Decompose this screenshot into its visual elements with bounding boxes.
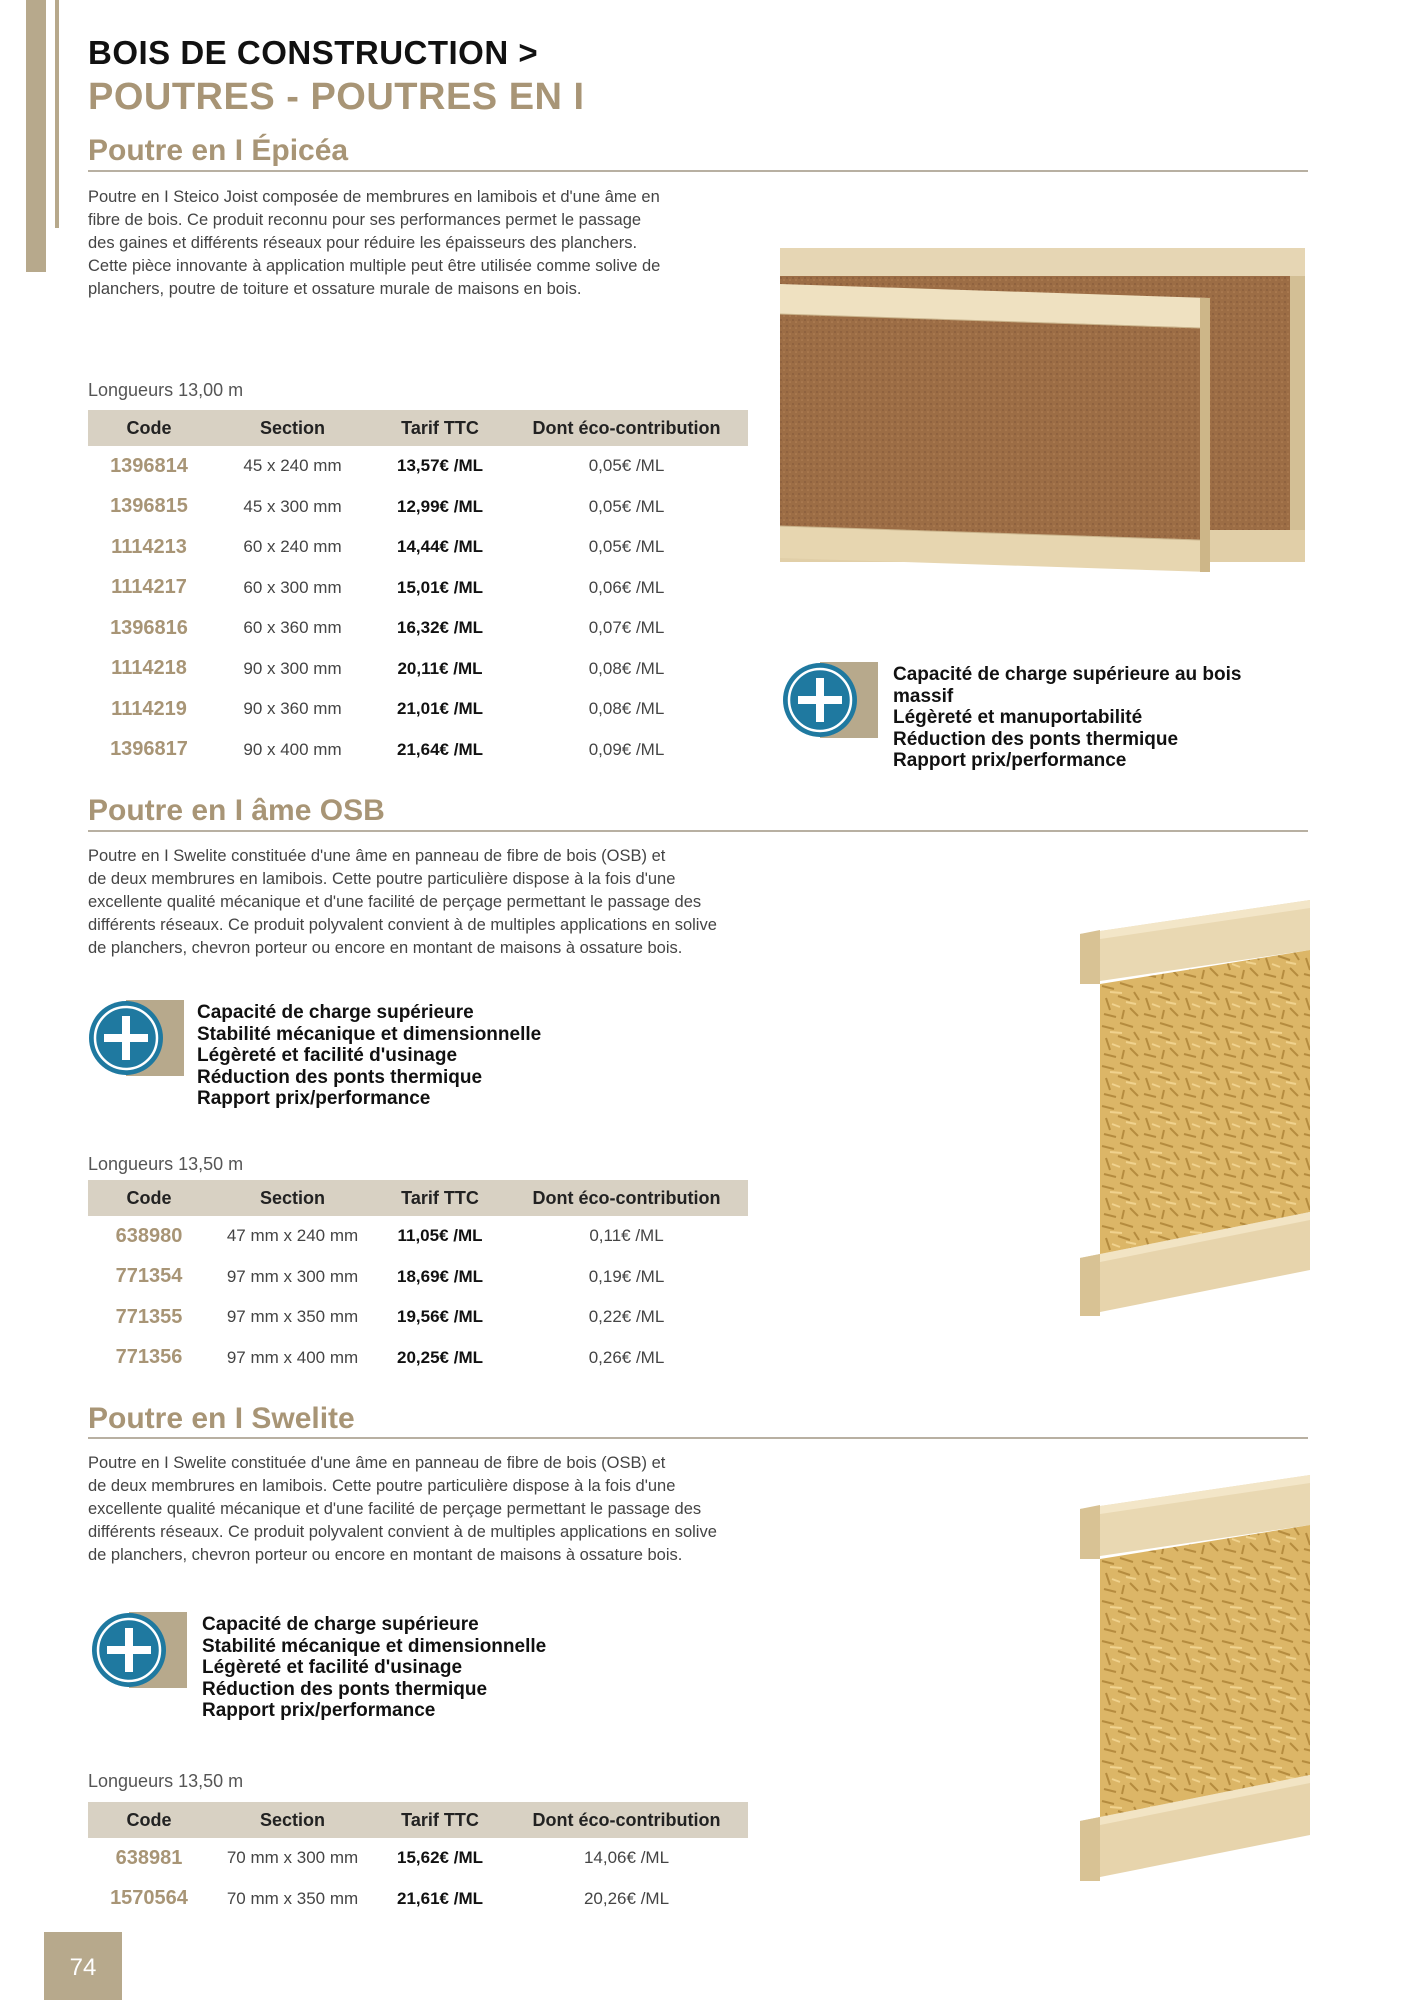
category-title: BOIS DE CONSTRUCTION >	[88, 34, 539, 71]
description-line: de planchers, chevron porteur ou encore en montant de maisons à ossature bois.	[88, 1546, 683, 1564]
description-line: excellente qualité mécanique et d'une facilité de perçage permettant le passage des	[88, 893, 702, 911]
product-section: 97 mm x 400 mm	[226, 1347, 359, 1367]
feature-item: Réduction des ponts thermique	[893, 728, 1179, 750]
product-code: 1114217	[111, 576, 187, 599]
table-row	[88, 527, 748, 568]
length-label: Longueurs 13,00 m	[88, 380, 244, 400]
feature-item: Capacité de charge supérieure	[197, 1002, 474, 1023]
table-row	[88, 1216, 748, 1257]
table-row	[88, 446, 748, 487]
product-price: 20,25€ /ML	[397, 1347, 483, 1367]
column-header-code: Code	[88, 410, 210, 446]
table-row	[88, 1297, 748, 1338]
column-header-price: Tarif TTC	[375, 1802, 505, 1838]
description-line: planchers, poutre de toiture et ossature murale de maisons en bois.	[88, 280, 582, 298]
eco-contribution: 0,11€ /ML	[589, 1226, 664, 1246]
feature-item: Rapport prix/performance	[197, 1088, 431, 1109]
table-header-row	[88, 1180, 748, 1216]
table-header-row	[88, 1802, 748, 1838]
length-label: Longueurs 13,50 m	[88, 1154, 244, 1174]
product-code: 771356	[115, 1346, 183, 1369]
product-section: 70 mm x 300 mm	[226, 1848, 359, 1868]
column-header-code: Code	[88, 1180, 210, 1216]
column-header-section: Section	[210, 1180, 375, 1216]
eco-contribution: 0,08€ /ML	[588, 699, 665, 719]
product-section: 97 mm x 300 mm	[226, 1266, 359, 1286]
product-section: 90 x 360 mm	[243, 699, 342, 719]
product-code: 638981	[115, 1846, 183, 1869]
description-line: Cette pièce innovante à application multiple peut être utilisée comme solive de	[88, 257, 661, 275]
product-price: 21,61€ /ML	[397, 1888, 483, 1908]
description-line: excellente qualité mécanique et d'une facilité de perçage permettant le passage des	[88, 1500, 702, 1518]
table-row	[88, 1338, 748, 1379]
eco-contribution: 0,05€ /ML	[588, 496, 665, 516]
product-price: 14,44€ /ML	[397, 537, 483, 557]
eco-contribution: 0,05€ /ML	[588, 537, 665, 557]
table-row	[88, 730, 748, 771]
section-description	[88, 186, 808, 301]
feature-item: massif	[893, 685, 954, 707]
product-price: 20,11€ /ML	[397, 658, 483, 678]
column-header-eco: Dont éco-contribution	[505, 1180, 748, 1216]
section-rule	[88, 830, 1308, 832]
product-section: 47 mm x 240 mm	[226, 1226, 359, 1246]
steico-joist-image	[780, 240, 1310, 580]
product-price: 15,62€ /ML	[397, 1848, 483, 1868]
product-section: 60 x 360 mm	[243, 618, 342, 638]
product-section: 90 x 400 mm	[243, 739, 342, 759]
description-line: de deux membrures en lamibois. Cette poutre particulière dispose à la fois d'une	[88, 1477, 676, 1495]
product-code: 1114218	[111, 657, 187, 680]
product-section: 97 mm x 350 mm	[226, 1307, 359, 1327]
feature-item: Légèreté et manuportabilité	[893, 707, 1143, 728]
product-section: 45 x 300 mm	[243, 496, 342, 516]
product-section: 70 mm x 350 mm	[226, 1888, 359, 1908]
column-header-section: Section	[210, 410, 375, 446]
column-header-eco: Dont éco-contribution	[505, 410, 748, 446]
feature-item: Rapport prix/performance	[202, 1700, 436, 1721]
left-accent-bar	[26, 0, 46, 272]
product-code: 1396817	[110, 738, 188, 761]
feature-item: Réduction des ponts thermique	[197, 1066, 483, 1088]
price-table-epicea	[88, 410, 748, 770]
product-price: 21,64€ /ML	[397, 739, 483, 759]
eco-contribution: 0,22€ /ML	[588, 1307, 665, 1327]
price-table-osb	[88, 1180, 748, 1378]
section-description	[88, 1452, 848, 1567]
product-section: 60 x 240 mm	[243, 537, 342, 557]
column-header-price: Tarif TTC	[375, 410, 505, 446]
description-line: fibre de bois. Ce produit reconnu pour ses performances permet le passage	[88, 211, 642, 229]
description-line: Poutre en I Swelite constituée d'une âme en panneau de fibre de bois (OSB) et	[88, 847, 666, 865]
eco-contribution: 0,09€ /ML	[588, 739, 665, 759]
section-description	[88, 845, 848, 960]
column-header-section: Section	[210, 1802, 375, 1838]
description-line: de deux membrures en lamibois. Cette poutre particulière dispose à la fois d'une	[88, 870, 676, 888]
product-price: 12,99€ /ML	[397, 496, 483, 516]
feature-list	[197, 1002, 541, 1110]
eco-contribution: 0,19€ /ML	[588, 1266, 665, 1286]
eco-contribution: 0,06€ /ML	[588, 577, 665, 597]
feature-list	[202, 1614, 546, 1722]
product-code: 1114213	[111, 535, 187, 558]
product-price: 16,32€ /ML	[397, 618, 483, 638]
feature-item: Légèreté et facilité d'usinage	[197, 1045, 458, 1066]
section-title-epicea: Poutre en I Épicéa	[88, 134, 349, 167]
description-line: Poutre en I Swelite constituée d'une âme en panneau de fibre de bois (OSB) et	[88, 1454, 666, 1472]
description-line: différents réseaux. Ce produit polyvalent convient à de multiples applications en solive	[88, 1523, 717, 1541]
section-title-swelite: Poutre en I Swelite	[88, 1402, 355, 1435]
section-rule	[88, 1437, 1308, 1439]
eco-contribution: 0,07€ /ML	[588, 618, 665, 638]
table-row	[88, 689, 748, 730]
table-row	[88, 1257, 748, 1298]
product-section: 45 x 240 mm	[243, 456, 342, 476]
product-code: 1396814	[110, 454, 188, 477]
eco-contribution: 0,26€ /ML	[588, 1347, 665, 1367]
column-header-eco: Dont éco-contribution	[505, 1802, 748, 1838]
swelite-joist-image	[1060, 1475, 1310, 1915]
table-row	[88, 1838, 748, 1879]
product-price: 21,01€ /ML	[397, 699, 483, 719]
table-row	[88, 568, 748, 609]
product-price: 15,01€ /ML	[397, 577, 483, 597]
eco-contribution: 0,05€ /ML	[588, 456, 665, 476]
plus-icon	[91, 1612, 187, 1688]
page-number: 74	[44, 1932, 122, 2000]
product-code: 638980	[115, 1224, 183, 1247]
product-code: 1396816	[110, 616, 188, 639]
eco-contribution: 0,08€ /ML	[588, 658, 665, 678]
feature-item: Capacité de charge supérieure au bois	[893, 664, 1242, 685]
plus-icon	[88, 1000, 184, 1076]
table-header-row	[88, 410, 748, 446]
table-row	[88, 649, 748, 690]
product-price: 19,56€ /ML	[397, 1307, 483, 1327]
plus-icon	[782, 662, 878, 738]
section-rule	[88, 170, 1308, 172]
product-code: 1114219	[111, 697, 187, 720]
feature-item: Stabilité mécanique et dimensionnelle	[197, 1023, 542, 1045]
product-section: 90 x 300 mm	[243, 658, 342, 678]
description-line: des gaines et différents réseaux pour réduire les épaisseurs des planchers.	[88, 234, 638, 252]
column-header-price: Tarif TTC	[375, 1180, 505, 1216]
eco-contribution: 14,06€ /ML	[583, 1848, 670, 1868]
feature-item: Légèreté et facilité d'usinage	[202, 1657, 463, 1678]
table-row	[88, 1879, 748, 1920]
description-line: de planchers, chevron porteur ou encore en montant de maisons à ossature bois.	[88, 939, 683, 957]
eco-contribution: 20,26€ /ML	[583, 1888, 670, 1908]
feature-list	[893, 664, 1241, 772]
osb-joist-image	[1060, 900, 1310, 1350]
product-code: 1396815	[110, 495, 188, 518]
column-header-code: Code	[88, 1802, 210, 1838]
feature-item: Stabilité mécanique et dimensionnelle	[202, 1635, 547, 1657]
product-price: 18,69€ /ML	[397, 1266, 483, 1286]
table-row	[88, 487, 748, 528]
product-code: 1570564	[110, 1887, 188, 1910]
product-code: 771355	[115, 1305, 183, 1328]
product-code: 771354	[115, 1265, 183, 1288]
price-table-swelite	[88, 1802, 748, 1919]
description-line: différents réseaux. Ce produit polyvalent convient à de multiples applications en solive	[88, 916, 717, 934]
section-title-osb: Poutre en I âme OSB	[88, 794, 385, 827]
length-label: Longueurs 13,50 m	[88, 1771, 244, 1791]
left-accent-line	[55, 0, 59, 228]
product-price: 13,57€ /ML	[397, 456, 483, 476]
product-price: 11,05€ /ML	[397, 1226, 483, 1246]
feature-item: Rapport prix/performance	[893, 750, 1127, 771]
page-title: POUTRES - POUTRES EN I	[88, 76, 585, 118]
table-row	[88, 608, 748, 649]
description-line: Poutre en I Steico Joist composée de membrures en lamibois et d'une âme en	[88, 188, 660, 206]
feature-item: Capacité de charge supérieure	[202, 1614, 479, 1635]
product-section: 60 x 300 mm	[243, 577, 342, 597]
feature-item: Réduction des ponts thermique	[202, 1678, 488, 1700]
